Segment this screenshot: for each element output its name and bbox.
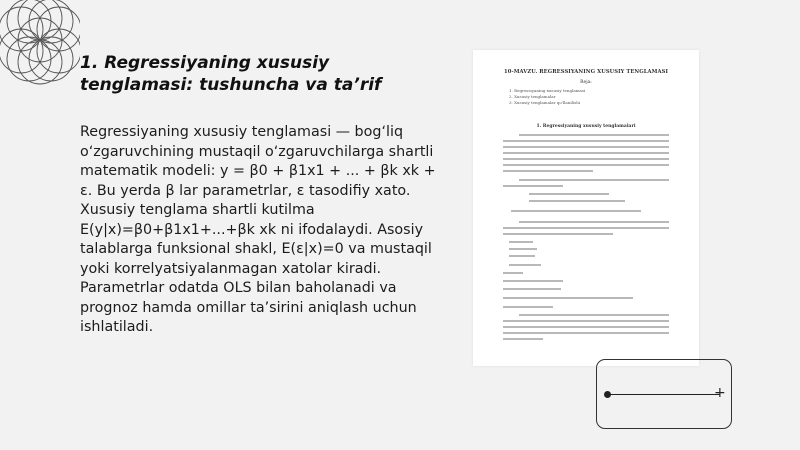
slider-track[interactable] (607, 394, 720, 395)
slide-title: 1. Regressiyaning xususiy tenglamasi: tushuncha va ta’rif (80, 53, 382, 95)
slider-handle[interactable] (604, 391, 611, 398)
document-preview (473, 50, 699, 366)
plus-icon[interactable]: + (714, 385, 726, 401)
document-section-heading: 1. Regressiyaning xususiy tenglamalari (536, 124, 636, 129)
document-body-lines (473, 50, 699, 366)
document-heading: 10-MAVZU. REGRESSIYANING XUSUSIY TENGLAMASI (504, 69, 668, 75)
circle-rosette-icon (0, 0, 80, 90)
toc-item: 3. Xususiy tenglamalar qo'llanilishi (509, 100, 581, 105)
toc-item: 1. Regressiyaning xususiy tenglamasi (509, 88, 586, 93)
document-plan-label: Reja: (580, 80, 592, 85)
slide-body-text: Regressiyaning xususiy tenglamasi — bog‘liq o‘zgaruvchining mustaqil o‘zgaruvchilarga shartli matematik modeli: y = β0 + β1x1 + ... + βk xk + ε. Bu yerda β lar parametrlar, ε tasodifiy xato. Xususiy tenglama shartli kutilma E(y|x)=β0+β1x1+...+βk xk ni ifodalaydi. Asosiy talablarga funksional shakl, E(ε|x)=0 va mustaqil yoki korrelyatsiyalanmagan xatolar kiradi. Parametrlar odatda OLS bilan baholanadi va prognoz hamda omillar ta’sirini aniqlash uchun ishlatiladi. (80, 124, 436, 335)
toc-item: 2. Xususiy tenglamalar (509, 94, 556, 99)
